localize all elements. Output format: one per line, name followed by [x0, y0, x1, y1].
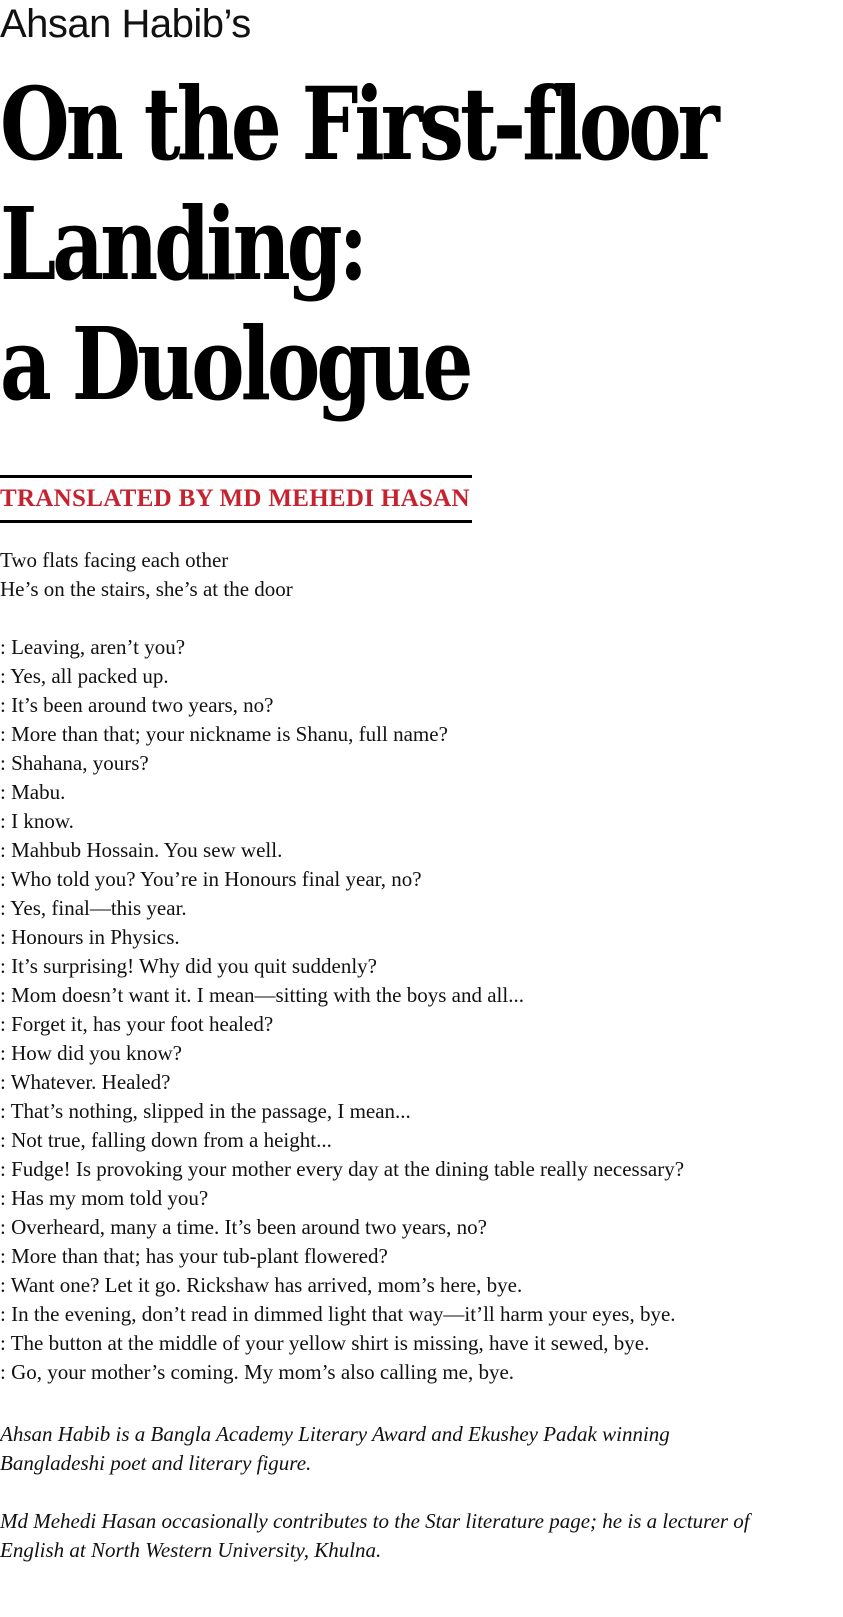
translator-bio-line: English at North Western University, Khulna. [0, 1538, 382, 1562]
dialogue-line: : Shahana, yours? [0, 751, 149, 775]
dialogue-line: : More than that; your nickname is Shanu, full name? [0, 722, 448, 746]
poem-body [0, 546, 684, 1387]
dialogue-line: : The button at the middle of your yellow shirt is missing, have it sewed, bye. [0, 1331, 650, 1355]
dialogue-line: : Honours in Physics. [0, 925, 180, 949]
dialogue-line: : Whatever. Healed? [0, 1070, 171, 1094]
divider-bottom [0, 520, 472, 523]
dialogue-line: : Fudge! Is provoking your mother every day at the dining table really necessary? [0, 1157, 685, 1181]
dialogue-line: : In the evening, don’t read in dimmed light that way—it’ll harm your eyes, bye. [0, 1302, 676, 1326]
divider-top [0, 475, 472, 478]
author-byline: Ahsan Habib’s [0, 2, 251, 46]
dialogue-line: : Want one? Let it go. Rickshaw has arrived, mom’s here, bye. [0, 1273, 523, 1297]
dialogue-line: : It’s surprising! Why did you quit suddenly? [0, 954, 378, 978]
translator-credit: TRANSLATED BY MD MEHEDI HASAN [0, 485, 470, 512]
dialogue-line: : Mahbub Hossain. You sew well. [0, 838, 283, 862]
dialogue-line: : Mabu. [0, 780, 66, 804]
title-line: On the First-floor [0, 65, 716, 183]
dialogue-line: : Yes, final—this year. [0, 896, 187, 920]
dialogue-line: : Overheard, many a time. It’s been around two years, no? [0, 1215, 487, 1239]
article-title [0, 64, 716, 424]
author-bio-line: Bangladeshi poet and literary figure. [0, 1451, 312, 1475]
dialogue-line: : How did you know? [0, 1041, 182, 1065]
dialogue-line: : I know. [0, 809, 74, 833]
translator-bio-line: Md Mehedi Hasan occasionally contributes to the Star literature page; he is a lecturer of [0, 1509, 750, 1533]
author-bio-line: Ahsan Habib is a Bangla Academy Literary Award and Ekushey Padak winning [0, 1422, 670, 1446]
poem-intro-line: He’s on the stairs, she’s at the door [0, 577, 293, 601]
dialogue-line: : It’s been around two years, no? [0, 693, 274, 717]
dialogue-line: : Yes, all packed up. [0, 664, 169, 688]
dialogue-line: : Go, your mother’s coming. My mom’s also calling me, bye. [0, 1360, 515, 1384]
title-line: Landing: [0, 185, 365, 303]
dialogue-line: : Leaving, aren’t you? [0, 635, 186, 659]
translator-bio [0, 1507, 843, 1565]
dialogue-line: : More than that; has your tub-plant flowered? [0, 1244, 388, 1268]
dialogue-line: : Mom doesn’t want it. I mean—sitting with the boys and all... [0, 983, 524, 1007]
dialogue-line: : Not true, falling down from a height... [0, 1128, 332, 1152]
title-line: a Duologue [0, 305, 470, 423]
dialogue-line: : Who told you? You’re in Honours final year, no? [0, 867, 422, 891]
author-bio [0, 1420, 843, 1478]
dialogue-line: : Forget it, has your foot healed? [0, 1012, 274, 1036]
stanza-gap [0, 604, 684, 633]
dialogue-line: : Has my mom told you? [0, 1186, 209, 1210]
poem-intro-line: Two flats facing each other [0, 548, 229, 572]
dialogue-line: : That’s nothing, slipped in the passage, I mean... [0, 1099, 411, 1123]
